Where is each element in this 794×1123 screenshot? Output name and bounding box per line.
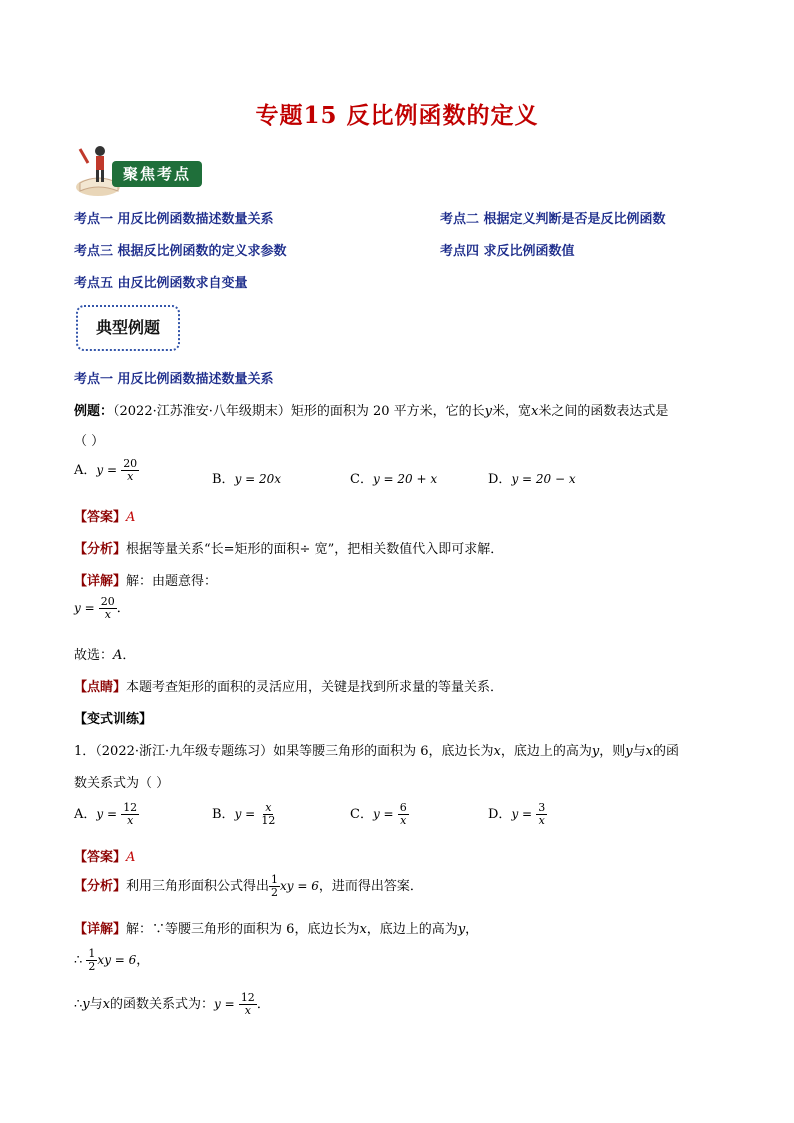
option-d xyxy=(488,468,576,487)
answer-value: A xyxy=(126,850,136,865)
page-title: 专题15 反比例函数的定义 xyxy=(255,102,539,129)
option-c-eq: y = 20 + x xyxy=(372,472,438,486)
frac-num: 1 xyxy=(271,873,279,886)
variant-analysis xyxy=(74,874,423,899)
option-b-eq: y = xyxy=(234,807,256,821)
analysis-text-b: ，进而得出答案． xyxy=(318,879,423,894)
frac-den: 12 xyxy=(261,814,276,827)
line3-mid: 与 xyxy=(89,997,103,1012)
option-a-label: A． xyxy=(74,807,97,822)
option-a-eq: y = xyxy=(96,807,118,821)
detail-text-a: 解： xyxy=(126,922,153,937)
variant-answer xyxy=(74,846,135,865)
choose-answer: A xyxy=(113,648,123,663)
analysis-eq: xy = 6 xyxy=(280,879,319,893)
analysis-text: 根据等量关系“长=矩形的面积÷ 宽”，把相关数值代入即可求解． xyxy=(126,542,504,557)
frac-num: 1 xyxy=(88,947,96,960)
option-c-label: C． xyxy=(350,807,373,822)
option-c-eq: y = xyxy=(372,807,394,821)
line3-end: ． xyxy=(256,997,270,1012)
option-a-label: A． xyxy=(74,463,97,478)
option-d-fraction xyxy=(536,802,547,827)
option-b-label: B． xyxy=(212,807,235,822)
option-c-fraction xyxy=(398,802,409,827)
variant-detail xyxy=(74,918,478,937)
detail-text-c: ，底边上的高为 xyxy=(366,922,458,937)
option-d-label: D． xyxy=(488,807,512,822)
frac-den: x xyxy=(244,1004,251,1017)
frac-den: x xyxy=(127,814,134,827)
focus-banner-label: 聚焦考点 xyxy=(112,161,202,187)
example-lead: 例题： xyxy=(74,404,114,419)
variant-question-line2: 数关系式为（ ） xyxy=(74,776,170,791)
var-x: x xyxy=(359,922,367,937)
line3-eq: y = xyxy=(214,997,235,1011)
analysis-tag: 【分析】 xyxy=(74,879,127,894)
var-y: y xyxy=(82,997,90,1012)
frac-den: x xyxy=(127,470,134,483)
frac-den: x xyxy=(538,814,545,827)
example-choose xyxy=(74,644,135,663)
variant-option-d xyxy=(488,802,547,827)
frac-num: 20 xyxy=(100,595,115,608)
option-b-fraction xyxy=(259,802,277,827)
frac-num: x xyxy=(265,801,272,814)
variant-option-c xyxy=(350,802,409,827)
example-answer xyxy=(74,506,135,525)
analysis-text-a: 利用三角形面积公式得出 xyxy=(126,879,270,894)
option-a-eq: y = xyxy=(96,463,118,477)
var-x: x xyxy=(645,744,653,759)
line3-fraction xyxy=(239,992,257,1017)
answer-tag: 【答案】 xyxy=(74,510,127,525)
example-stem xyxy=(74,400,734,419)
variant-option-a xyxy=(74,802,139,827)
detail-tag: 【详解】 xyxy=(74,922,127,937)
option-a xyxy=(74,458,139,483)
example-stem-1: （2022·江苏淮安·八年级期末）矩形的面积为 20 平方米，它的长 xyxy=(113,404,485,419)
typical-example-box: 典型例题 xyxy=(76,305,180,351)
focus-banner xyxy=(74,143,204,199)
variant-question xyxy=(74,740,734,759)
line3-text: 的函数关系式为： xyxy=(110,997,215,1012)
therefore-symbol: ∴ xyxy=(74,997,83,1012)
q1-part-b: ，底边上的高为 xyxy=(500,744,592,759)
var-x: x xyxy=(531,404,539,419)
detail-tag: 【详解】 xyxy=(74,574,127,589)
option-d-eq: y = 20 − x xyxy=(511,472,576,486)
line2-end: ， xyxy=(136,953,150,968)
q1-part-c: ，则 xyxy=(599,744,626,759)
frac-den: x xyxy=(104,608,111,621)
kaodian-2: 考点二 根据定义判断是否是反比例函数 xyxy=(440,212,666,227)
detail-text-d: ， xyxy=(465,922,479,937)
eq-fraction xyxy=(99,596,117,621)
variant-line2 xyxy=(74,948,149,973)
var-y: y xyxy=(484,404,493,419)
q1-part-d: 与 xyxy=(632,744,646,759)
kaodian-1: 考点一 用反比例函数描述数量关系 xyxy=(74,212,274,227)
variant-heading: 【变式训练】 xyxy=(74,712,153,727)
kaodian-4: 考点四 求反比例函数值 xyxy=(440,244,575,259)
variant-line3 xyxy=(74,992,270,1017)
option-c-label: C． xyxy=(350,472,373,487)
frac-num: 12 xyxy=(123,801,138,814)
var-x: x xyxy=(102,997,110,1012)
q1-part-e: 的函 xyxy=(652,744,679,759)
option-d-eq: y = xyxy=(511,807,533,821)
answer-tag: 【答案】 xyxy=(74,850,127,865)
eq-lhs: y = xyxy=(74,601,95,615)
choose-label: 故选： xyxy=(74,648,114,663)
option-b-eq: y = 20x xyxy=(234,472,282,486)
frac-num: 3 xyxy=(538,801,546,814)
option-a-fraction xyxy=(121,458,139,483)
analysis-tag: 【分析】 xyxy=(74,542,127,557)
option-a-fraction xyxy=(121,802,139,827)
var-y: y xyxy=(625,744,633,759)
line2-eq: xy = 6 xyxy=(97,953,137,967)
frac-num: 20 xyxy=(123,457,138,470)
var-y: y xyxy=(457,922,466,937)
option-d-label: D． xyxy=(488,472,512,487)
kaodian-5: 考点五 由反比例函数求自变量 xyxy=(74,276,248,291)
frac-den: 2 xyxy=(88,960,96,973)
var-x: x xyxy=(493,744,501,759)
detail-text: 解：由题意得： xyxy=(126,574,218,589)
option-b-label: B． xyxy=(212,472,235,487)
section-heading: 考点一 用反比例函数描述数量关系 xyxy=(74,372,274,387)
q1-part-a: 1．（2022·浙江·九年级专题练习）如果等腰三角形的面积为 6，底边长为 xyxy=(74,744,494,759)
half-fraction xyxy=(86,948,97,973)
frac-den: x xyxy=(400,814,407,827)
example-stem-3: 米之间的函数表达式是 xyxy=(538,404,669,419)
therefore-symbol: ∴ xyxy=(74,953,83,968)
comment-tag: 【点睛】 xyxy=(74,680,127,695)
choose-end: ． xyxy=(122,648,136,663)
because-symbol: ∵ xyxy=(152,922,166,937)
kaodian-3: 考点三 根据反比例函数的定义求参数 xyxy=(74,244,287,259)
example-paren: （ ） xyxy=(74,434,105,449)
var-y: y xyxy=(591,744,600,759)
frac-num: 12 xyxy=(240,991,255,1004)
example-analysis xyxy=(74,538,503,557)
half-fraction xyxy=(269,874,280,899)
frac-den: 2 xyxy=(271,886,279,899)
example-stem-2: 米，宽 xyxy=(492,404,532,419)
example-equation xyxy=(74,596,130,621)
eq-end: ． xyxy=(116,601,130,616)
answer-value: A xyxy=(126,510,136,525)
comment-text: 本题考查矩形的面积的灵活应用，关键是找到所求量的等量关系． xyxy=(126,680,504,695)
option-c xyxy=(350,468,437,487)
option-b xyxy=(212,468,281,487)
variant-option-b xyxy=(212,802,277,827)
example-detail xyxy=(74,570,217,589)
frac-num: 6 xyxy=(399,801,407,814)
detail-text-b: 等腰三角形的面积为 6，底边长为 xyxy=(165,922,360,937)
example-comment xyxy=(74,676,503,695)
